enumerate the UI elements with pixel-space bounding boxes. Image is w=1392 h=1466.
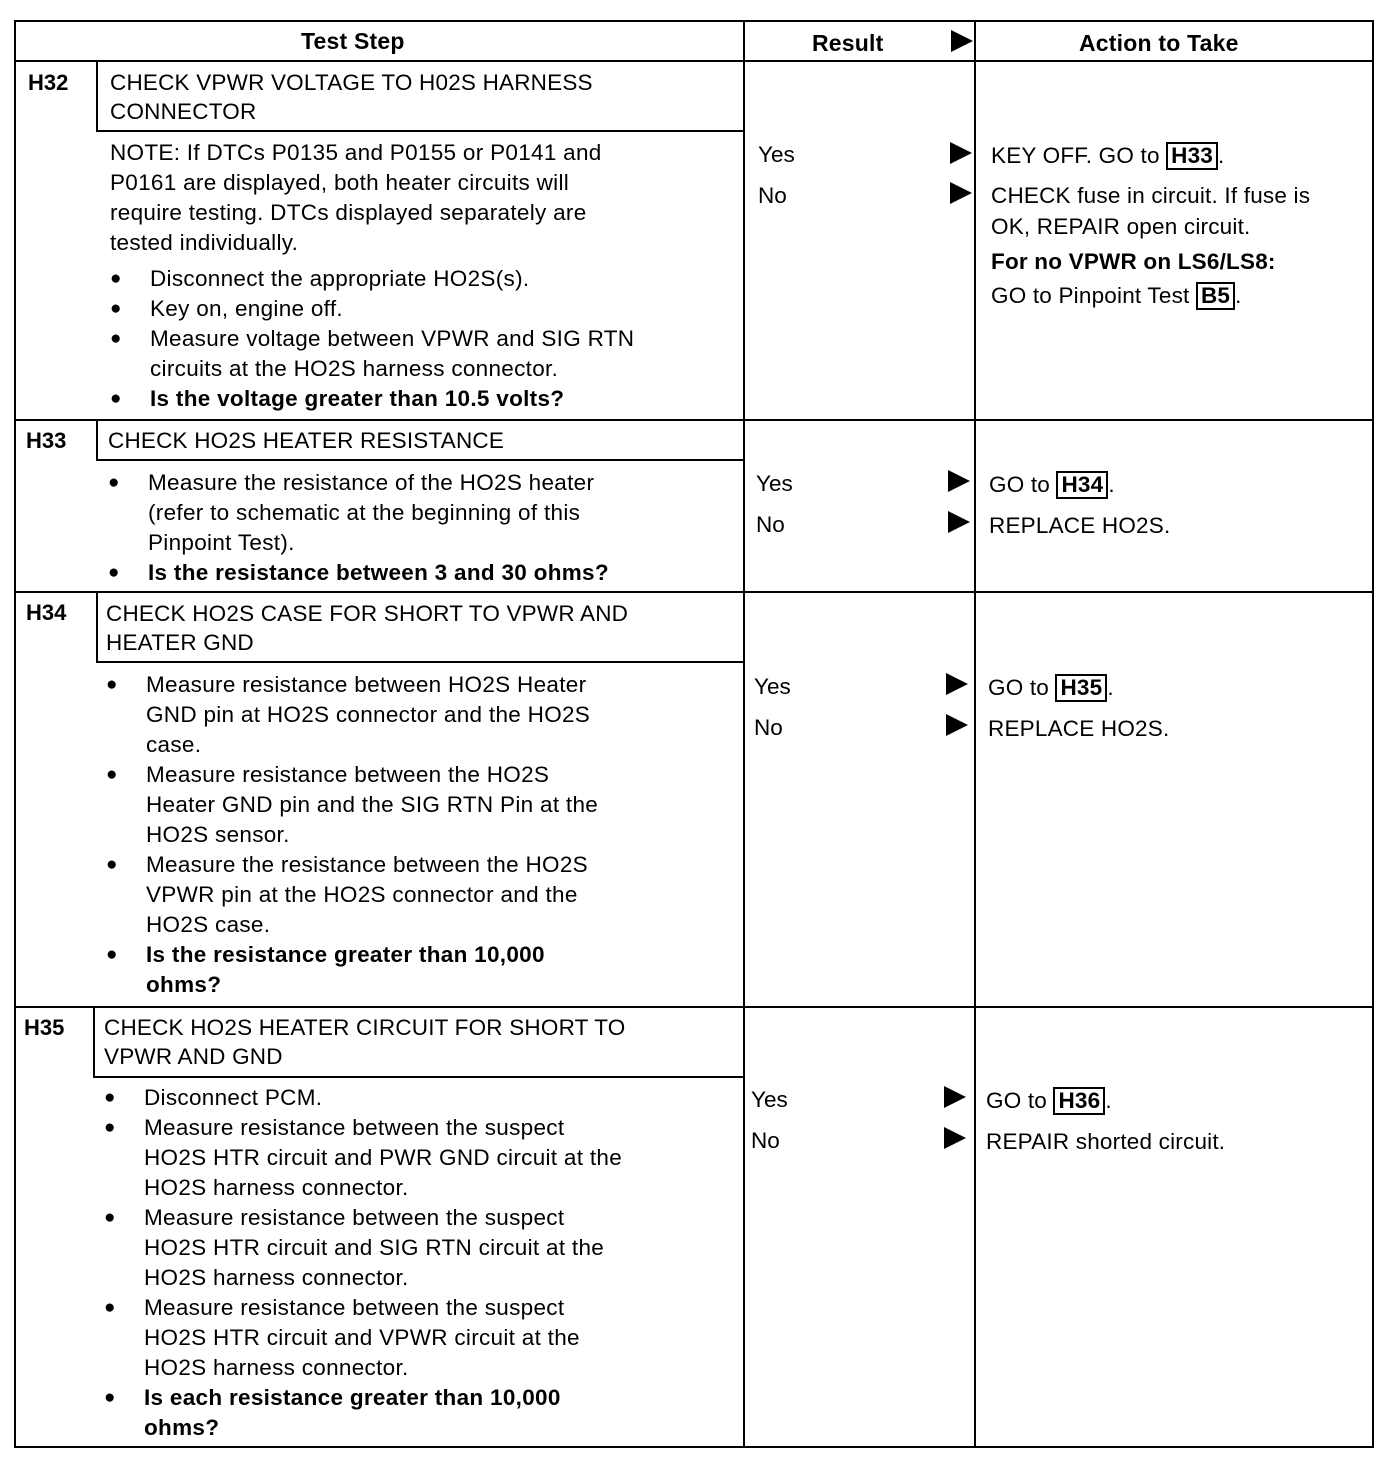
bullet-item: ● Measure the resistance of the HO2S heater (refer to schematic at the beginning of this Pinpoint Test). bbox=[108, 468, 738, 558]
result-no: No bbox=[751, 1128, 780, 1153]
action-no: REPLACE HO2S. bbox=[989, 513, 1171, 538]
header-action: Action to Take bbox=[1079, 30, 1239, 56]
step-body bbox=[110, 138, 740, 414]
row-divider bbox=[16, 591, 1372, 593]
result-yes: Yes bbox=[751, 1087, 788, 1112]
step-ref: B5 bbox=[1196, 282, 1235, 310]
step-ref: H35 bbox=[1055, 674, 1107, 702]
arrow-icon bbox=[944, 1086, 966, 1108]
row-divider bbox=[16, 419, 1372, 421]
arrow-icon bbox=[948, 511, 970, 533]
diagnostic-table bbox=[14, 20, 1374, 1448]
action-no: CHECK fuse in circuit. If fuse is OK, REPAIR open circuit. For no VPWR on LS6/LS8: GO to Pinpoint Test B5 . bbox=[991, 183, 1311, 308]
arrow-icon bbox=[948, 470, 970, 492]
arrow-icon bbox=[946, 673, 968, 695]
step-ref: H33 bbox=[1166, 142, 1218, 170]
question-item: ● Is the resistance greater than 10,000 ohms? bbox=[106, 940, 736, 1000]
action-yes: GO to H36 . bbox=[986, 1088, 1112, 1113]
arrow-icon bbox=[950, 142, 972, 164]
arrow-icon bbox=[951, 30, 973, 52]
step-code: H32 bbox=[28, 70, 69, 95]
step-title: CHECK HO2S CASE FOR SHORT TO VPWR AND HEATER GND bbox=[106, 601, 629, 655]
question-item: ● Is the resistance between 3 and 30 ohms? bbox=[108, 558, 738, 588]
header-result: Result bbox=[812, 30, 884, 56]
action-no: REPLACE HO2S. bbox=[988, 716, 1170, 741]
bullet-item: ● Measure resistance between HO2S Heater GND pin at HO2S connector and the HO2S case. bbox=[106, 670, 736, 760]
step-body bbox=[104, 1083, 734, 1443]
title-divider bbox=[96, 130, 743, 132]
step-code: H33 bbox=[26, 428, 67, 453]
arrow-icon bbox=[944, 1127, 966, 1149]
step-body bbox=[108, 468, 738, 588]
header-divider bbox=[16, 60, 1372, 62]
step-code: H34 bbox=[26, 600, 67, 625]
bullet-item: ● Measure voltage between VPWR and SIG RTN circuits at the HO2S harness connector. bbox=[110, 324, 740, 384]
step-title: CHECK VPWR VOLTAGE TO H02S HARNESS CONNECTOR bbox=[110, 70, 593, 124]
bullet-item: ● Measure resistance between the suspect HO2S HTR circuit and VPWR circuit at the HO2S harness connector. bbox=[104, 1293, 734, 1383]
bullet-item: ● Disconnect PCM. bbox=[104, 1083, 734, 1113]
bullet-item: ● Key on, engine off. bbox=[110, 294, 740, 324]
arrow-icon bbox=[950, 182, 972, 204]
action-yes: GO to H34 . bbox=[989, 472, 1115, 497]
step-title: CHECK HO2S HEATER RESISTANCE bbox=[108, 428, 505, 453]
question-item: ● Is the voltage greater than 10.5 volts? bbox=[110, 384, 740, 414]
header-test-step: Test Step bbox=[301, 28, 405, 54]
result-no: No bbox=[758, 183, 787, 208]
code-divider bbox=[93, 1006, 95, 1076]
code-divider bbox=[96, 419, 98, 459]
title-divider bbox=[96, 459, 743, 461]
code-divider bbox=[96, 60, 98, 130]
step-ref: H34 bbox=[1056, 471, 1108, 499]
bullet-item: ● Disconnect the appropriate HO2S(s). bbox=[110, 264, 740, 294]
step-title: CHECK HO2S HEATER CIRCUIT FOR SHORT TO VPWR AND GND bbox=[104, 1015, 626, 1069]
action-no: REPAIR shorted circuit. bbox=[986, 1129, 1226, 1154]
step-code: H35 bbox=[24, 1015, 65, 1040]
action-column-divider bbox=[974, 22, 976, 1446]
title-divider bbox=[93, 1076, 743, 1078]
result-no: No bbox=[756, 512, 785, 537]
step-body bbox=[106, 670, 736, 1000]
result-column-divider bbox=[743, 22, 745, 1446]
bullet-item: ● Measure resistance between the HO2S Heater GND pin and the SIG RTN Pin at the HO2S sensor. bbox=[106, 760, 736, 850]
arrow-icon bbox=[946, 714, 968, 736]
bullet-item: ● Measure resistance between the suspect HO2S HTR circuit and PWR GND circuit at the HO2S harness connector. bbox=[104, 1113, 734, 1203]
result-no: No bbox=[754, 715, 783, 740]
code-divider bbox=[96, 591, 98, 661]
action-yes: KEY OFF. GO to H33 . bbox=[991, 143, 1225, 168]
action-yes: GO to H35 . bbox=[988, 675, 1114, 700]
title-divider bbox=[96, 661, 743, 663]
result-yes: Yes bbox=[758, 142, 795, 167]
result-yes: Yes bbox=[756, 471, 793, 496]
row-divider bbox=[16, 1006, 1372, 1008]
bullet-item: ● Measure resistance between the suspect HO2S HTR circuit and SIG RTN circuit at the HO2S harness connector. bbox=[104, 1203, 734, 1293]
note-text: NOTE: If DTCs P0135 and P0155 or P0141 and P0161 are displayed, both heater circuits will require testing. DTCs displayed separately are tested individually. bbox=[110, 140, 602, 255]
bullet-item: ● Measure the resistance between the HO2S VPWR pin at the HO2S connector and the HO2S case. bbox=[106, 850, 736, 940]
step-ref: H36 bbox=[1053, 1087, 1105, 1115]
question-item: ● Is each resistance greater than 10,000 ohms? bbox=[104, 1383, 734, 1443]
result-yes: Yes bbox=[754, 674, 791, 699]
